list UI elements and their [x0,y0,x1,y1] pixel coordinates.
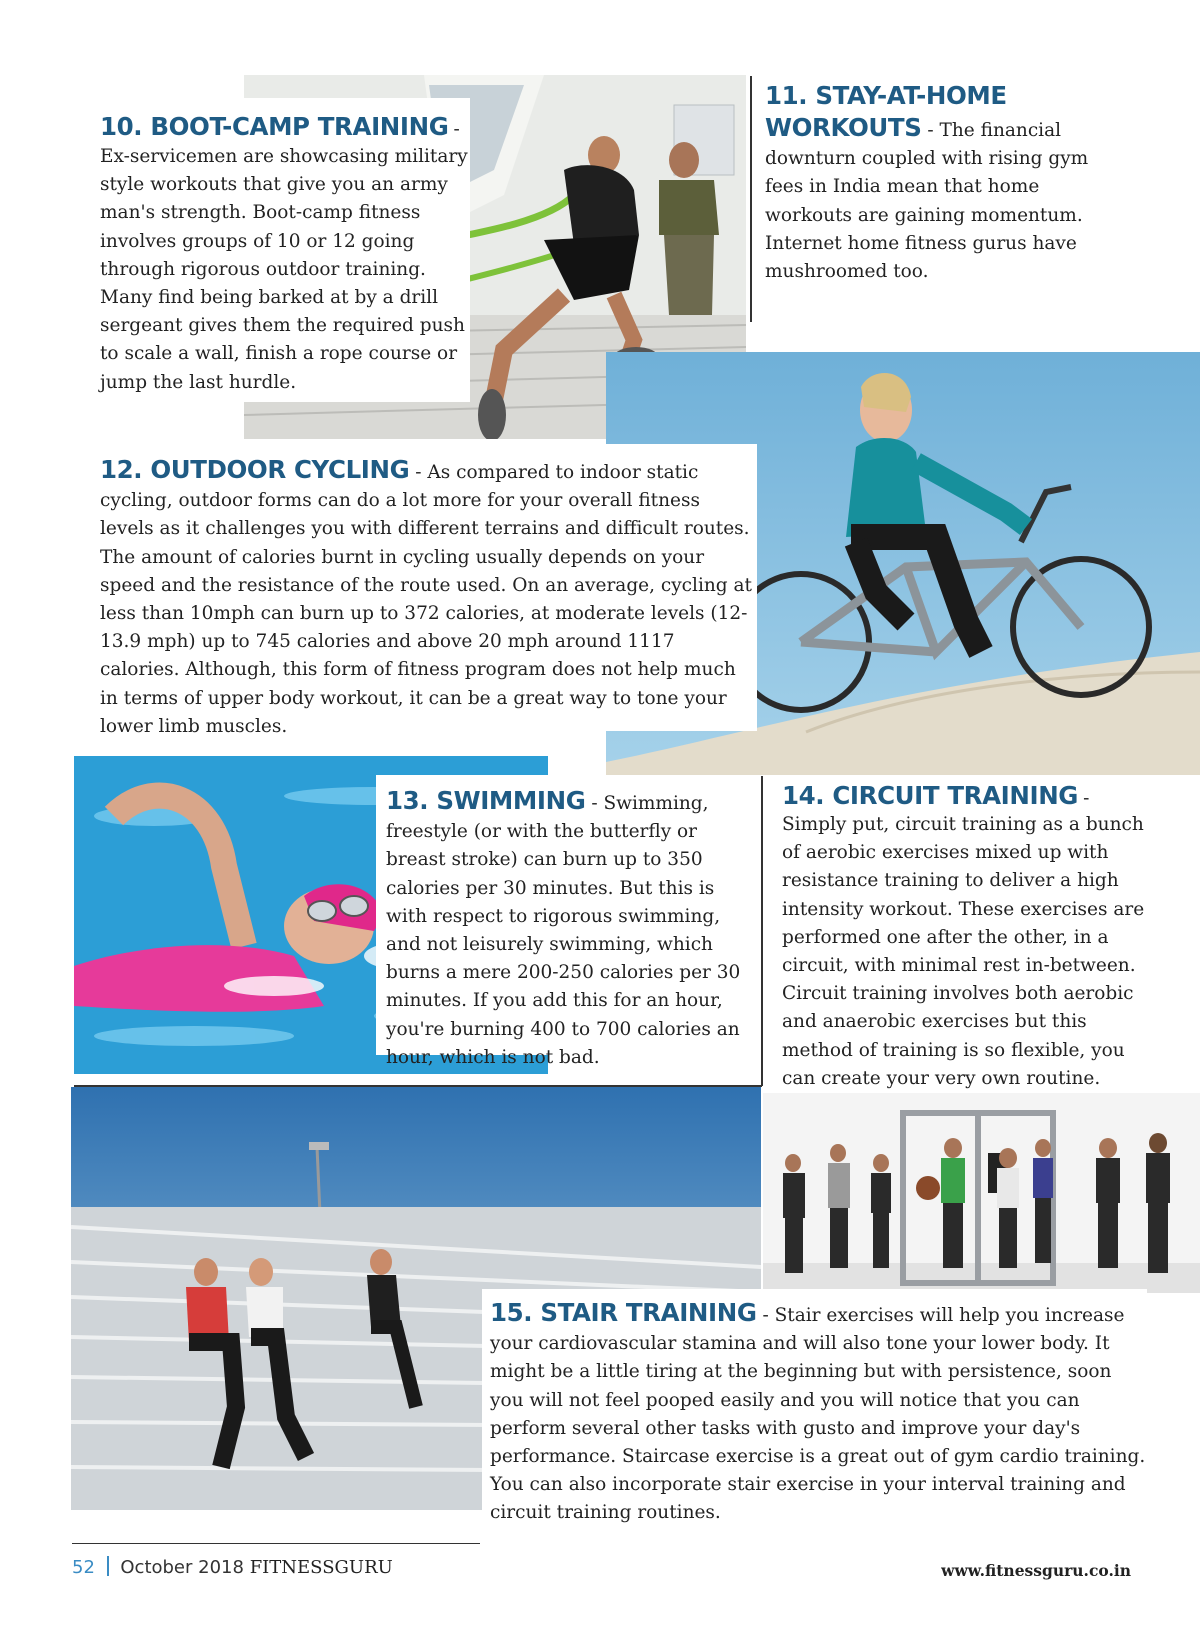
section-body: Stair exercises will help you increase your cardiovascular stamina and will also tone your lower body. It might be a little tiring at the beginning but with persistence, soon you will not feel pooped easily and you will notice that you can perform several other tasks with gusto and improve your day's performance. Staircase exercise is a great out of gym cardio training. You can also incorporate stair exercise in your interval training and circuit training routines. [490,1305,1146,1524]
section-boot-camp [92,98,470,402]
section-heading: 11. STAY-AT-HOME [765,81,1007,110]
section-divider [74,1085,762,1087]
footer-left [72,1556,393,1578]
footer-rule [72,1543,480,1544]
heading-separator: - [453,119,460,140]
section-body: Ex-servicemen are showcasing military style workouts that give you an army man's strength. Boot-camp fitness involves groups of 10 or 12 going through rigorous outdoor training. Many find being barked at by a drill sergeant gives them the required push to scale a wall, finish a rope course or jump the last hurdle. [100,146,468,393]
section-heading: 14. CIRCUIT TRAINING [782,781,1079,810]
section-outdoor-cycling [92,444,757,737]
heading-separator: - [927,120,934,141]
page-number: 52 [72,1557,95,1578]
heading-separator: - [415,462,422,483]
issue-date: October 2018 [120,1557,244,1578]
section-circuit-training [782,778,1152,1089]
column-divider [761,776,763,1086]
section-body: The financial downturn coupled with rising gym fees in India mean that home workouts are gaining momentum. Internet home fitness gurus have mushroomed too. [765,120,1089,283]
section-heading: 12. OUTDOOR CYCLING [100,455,410,484]
section-stair-training [482,1289,1147,1534]
section-swimming [376,775,756,1068]
heading-separator: - [762,1305,769,1326]
footer-divider [107,1556,109,1576]
section-heading: 13. SWIMMING [386,786,586,815]
circuit-training-photo [763,1093,1200,1293]
section-body: Swimming, freestyle (or with the butterfly or breast stroke) can burn up to 350 calories per 30 minutes. But this is with respect to rigorous swimming, and not leisurely swimming, which burns a mere 200-250 calories per 30 minutes. If you add this for an hour, you're burning 400 to 700 calories an hour, which is not bad. [386,793,741,1068]
magazine-name: FITNESSGURU [249,1557,393,1578]
column-divider [750,76,752,322]
section-body: As compared to indoor static cycling, outdoor forms can do a lot more for your overall fitness levels as it challenges you with different terrains and difficult routes. The amount of calories burnt in cycling usually depends on your speed and the resistance of the route used. On an average, cycling at less than 10mph can burn up to 372 calories, at moderate levels (12-13.9 mph) up to 745 calories and above 20 mph around 1117 calories. Although, this form of fitness program does not help much in terms of upper body workout, it can be a great way to tone your lower limb muscles. [100,462,752,737]
section-body: Simply put, circuit training as a bunch of aerobic exercises mixed up with resistance training to deliver a high intensity workout. These exercises are performed one after the other, in a circuit, with minimal rest in-between. Circuit training involves both aerobic and anaerobic exercises but this method of training is so flexible, you can create your very own routine. [782,814,1145,1089]
section-heading: 15. STAIR TRAINING [490,1298,757,1327]
section-heading-continued: WORKOUTS [765,113,922,142]
section-heading: 10. BOOT-CAMP TRAINING [100,112,449,141]
section-stay-at-home [765,78,1110,308]
footer-website[interactable]: www.fitnessguru.co.in [941,1561,1131,1580]
heading-separator: - [591,793,598,814]
heading-separator: - [1083,788,1090,809]
